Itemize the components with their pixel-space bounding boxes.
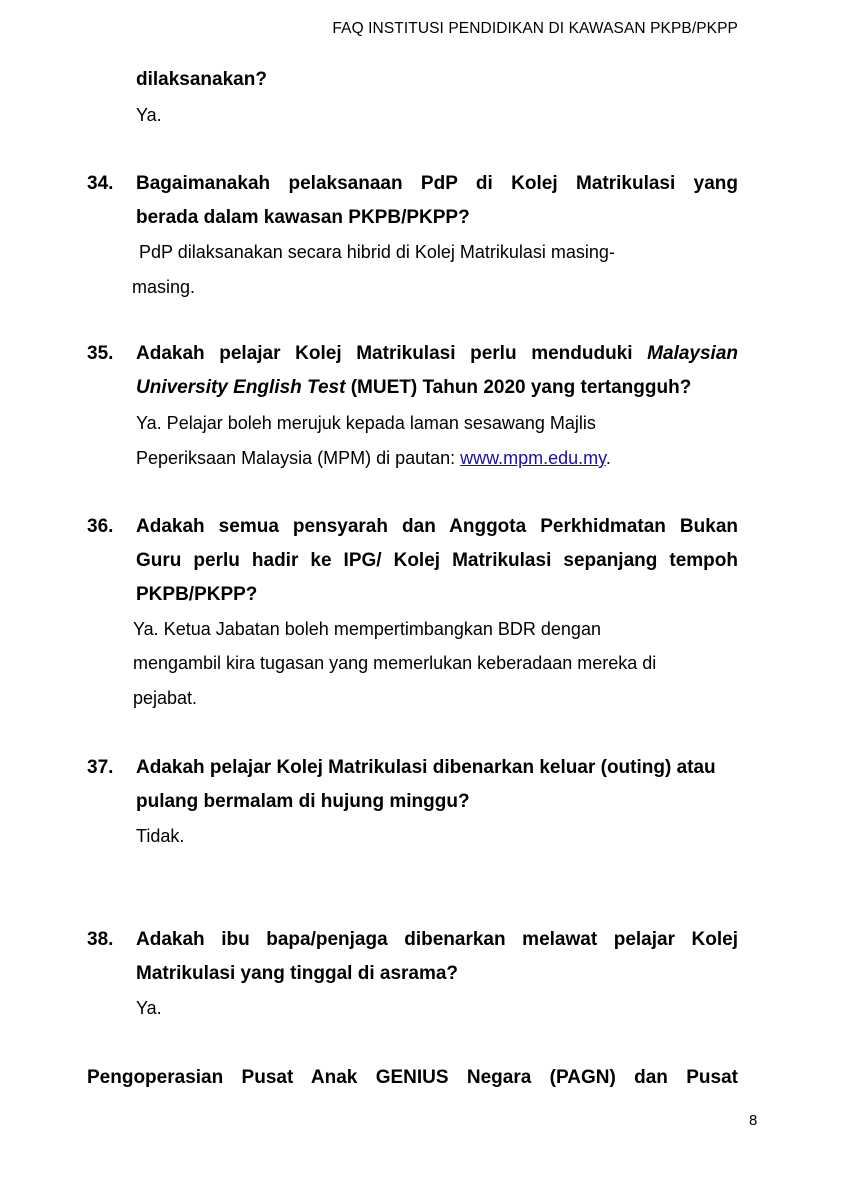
faq-answer-line: Ya. Ketua Jabatan boleh mempertimbangkan BDR dengan [133,619,601,639]
question-text: (MUET) Tahun 2020 yang tertangguh? [345,377,692,398]
faq-question-line: PKPB/PKPP? [136,584,258,605]
continued-answer: Ya. [136,105,162,125]
faq-question-line: Guru perlu hadir ke IPG/ Kolej Matrikulasi sepanjang tempoh [136,550,738,571]
mpm-website-link[interactable]: www.mpm.edu.my [460,448,606,468]
faq-number: 37. [87,757,114,778]
faq-number: 36. [87,516,114,537]
faq-number: 34. [87,173,114,194]
faq-question-line: pulang bermalam di hujung minggu? [136,791,470,812]
faq-question-line: Adakah ibu bapa/penjaga dibenarkan melawat pelajar Kolej [136,929,738,950]
faq-answer-line [136,447,736,470]
faq-question-line: berada dalam kawasan PKPB/PKPP? [136,207,470,228]
question-italic-text: University English Test [136,377,346,398]
faq-answer-line: Ya. Pelajar boleh merujuk kepada laman sesawang Majlis [136,413,596,433]
page-number: 8 [749,1112,758,1129]
faq-answer-line: pejabat. [133,688,198,708]
faq-question-line: Matrikulasi yang tinggal di asrama? [136,963,459,984]
faq-question-line: Adakah pelajar Kolej Matrikulasi dibenarkan keluar (outing) atau [136,757,716,778]
faq-answer-line: mengambil kira tugasan yang memerlukan keberadaan mereka di [133,653,657,673]
continued-question-tail: dilaksanakan? [136,69,267,90]
faq-question-line: Bagaimanakah pelaksanaan PdP di Kolej Matrikulasi yang [136,173,738,194]
question-italic-text: Malaysian [647,343,738,364]
faq-question-line: Adakah semua pensyarah dan Anggota Perkhidmatan Bukan [136,516,738,537]
faq-question-line [136,376,738,399]
answer-text: Peperiksaan Malaysia (MPM) di pautan: [136,448,461,468]
faq-answer-line: Ya. [136,998,162,1018]
page-header: FAQ INSTITUSI PENDIDIKAN DI KAWASAN PKPB/PKPP [332,20,738,37]
faq-answer-line: Tidak. [136,826,185,846]
faq-number: 38. [87,929,114,950]
faq-question-line [136,342,738,365]
answer-text: . [605,448,611,468]
question-text: Adakah pelajar Kolej Matrikulasi perlu menduduki [136,343,648,364]
faq-answer-line: PdP dilaksanakan secara hibrid di Kolej Matrikulasi masing- [139,242,615,262]
faq-answer-line: masing. [132,277,196,297]
section-heading: Pengoperasian Pusat Anak GENIUS Negara (PAGN) dan Pusat [87,1067,738,1088]
faq-number: 35. [87,343,114,364]
